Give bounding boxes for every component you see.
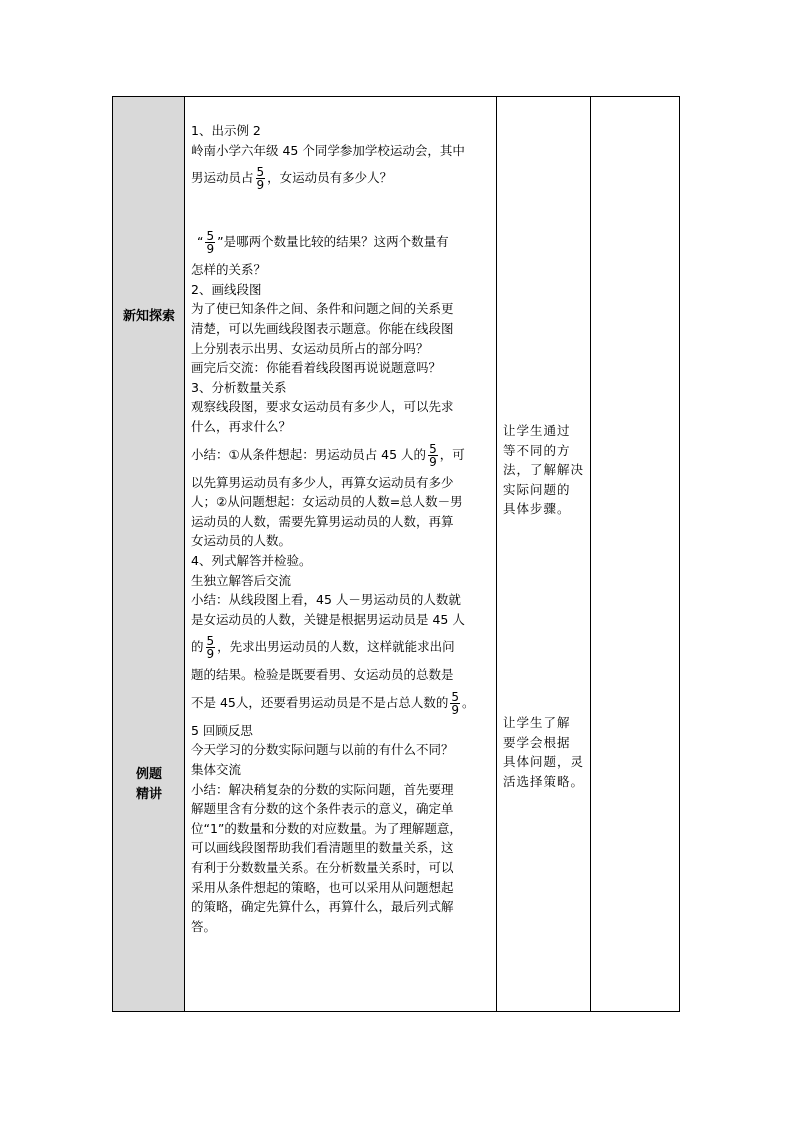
note-line: 要学会根据 <box>503 734 571 750</box>
text-line: 女运动员的人数。 <box>191 533 292 549</box>
text-part: 男运动员占 <box>191 170 254 186</box>
text-part: 小结：①从条件想起：男运动员占 45 人的 <box>191 446 427 462</box>
text-line: 上分别表示出男、女运动员所占的部分吗？ <box>191 340 429 356</box>
text-line: 位“1”的数量和分数的对应数量。为了理解题意， <box>191 820 462 836</box>
content-column <box>185 97 497 1011</box>
text-line: 岭南小学六年级 45 个同学参加学校运动会，其中 <box>191 142 465 158</box>
note-line: 活选择策略。 <box>503 773 585 789</box>
note-line: 实际问题的 <box>503 481 571 497</box>
label-example <box>113 765 185 805</box>
text-part: “ <box>197 234 204 250</box>
label-example-line1: 例题 <box>135 767 162 782</box>
text-line: 1、出示例 2 <box>191 123 261 138</box>
text-line-fraction <box>191 685 491 721</box>
text-line: 生独立解答后交流 <box>191 572 292 588</box>
note-line: 法，了解解决 <box>503 462 585 478</box>
text-line: 画完后交流：你能看着线段图再说说题意吗？ <box>191 360 442 376</box>
lesson-content <box>191 121 491 936</box>
fraction-5-9 <box>205 230 215 255</box>
text-line: 解题里含有分数的这个条件表示的意义，确定单 <box>191 801 454 817</box>
note-line: 等不同的方 <box>503 442 571 458</box>
fraction-denominator: 9 <box>206 242 215 257</box>
text-line: 什么，再求什么？ <box>191 418 292 434</box>
notes-column <box>591 97 679 1011</box>
text-line: 小结：解决稍复杂的分数的实际问题，首先要理 <box>191 781 454 797</box>
lesson-table <box>112 96 680 1012</box>
text-line-fraction <box>191 629 491 665</box>
text-line: 以先算男运动员有多少人，再算女运动员有多少 <box>191 474 454 490</box>
design-intent-column <box>497 97 591 1011</box>
text-line: 集体交流 <box>191 762 242 778</box>
text-part: 不是 45人，还要看男运动员是不是占总人数的 <box>191 694 449 710</box>
text-part: ，可 <box>439 446 465 462</box>
text-line: 运动员的人数，需要先算男运动员的人数，再算 <box>191 513 454 529</box>
fraction-numerator: 5 <box>451 689 460 704</box>
text-line-fraction <box>191 224 491 260</box>
note-line: 具体问题，灵 <box>503 754 585 770</box>
intent-note-2 <box>503 713 587 791</box>
fraction-numerator: 5 <box>256 165 265 180</box>
fraction-numerator: 5 <box>206 229 215 244</box>
fraction-5-9 <box>256 166 266 191</box>
text-line: 有利于分数数量关系。在分析数量关系时，可以 <box>191 860 454 876</box>
note-line: 让学生了解 <box>503 715 571 730</box>
fraction-5-9 <box>206 635 216 660</box>
text-line: 清楚，可以先画线段图表示题意。你能在线段图 <box>191 320 454 336</box>
text-line: 是女运动员的人数，关键是根据男运动员是 45 人 <box>191 611 465 627</box>
text-part: ，女运动员有多少人？ <box>267 170 393 186</box>
text-line: 5 回顾反思 <box>191 722 253 738</box>
label-explore: 新知探索 <box>122 309 175 324</box>
fraction-numerator: 5 <box>206 634 215 649</box>
fraction-numerator: 5 <box>429 441 437 456</box>
label-example-line2: 精讲 <box>135 787 162 802</box>
text-line: 怎样的关系？ <box>191 262 267 278</box>
text-line: 题的结果。检验是既要看男、女运动员的总数是 <box>191 667 454 683</box>
text-part: ，先求出男运动员的人数，这样就能求出问 <box>217 639 455 655</box>
text-line: 可以画线段图帮助我们看清题里的数量关系，这 <box>191 840 454 856</box>
text-line: 答。 <box>191 918 217 934</box>
fraction-denominator: 9 <box>256 178 265 193</box>
note-line: 具体步骤。 <box>503 501 571 517</box>
text-line-fraction <box>191 437 491 473</box>
fraction-5-9 <box>428 443 438 468</box>
text-part: ”是哪两个数量比较的结果？这两个数量有 <box>217 234 449 250</box>
label-column <box>113 97 185 1011</box>
text-line: 为了使已知条件之间、条件和问题之间的关系更 <box>191 301 454 317</box>
text-line: 观察线段图，要求女运动员有多少人，可以先求 <box>191 399 454 415</box>
text-line: 人；②从问题想起：女运动员的人数=总人数－男 <box>191 494 463 510</box>
text-line-fraction <box>191 160 491 196</box>
note-line: 让学生通过 <box>503 423 571 438</box>
intent-note-1 <box>503 421 587 519</box>
spacer <box>191 196 491 224</box>
fraction-denominator: 9 <box>451 702 460 717</box>
fraction-denominator: 9 <box>429 454 437 469</box>
text-line: 的策略，确定先算什么，再算什么，最后列式解 <box>191 899 454 915</box>
text-line: 今天学习的分数实际问题与以前的有什么不同？ <box>191 742 454 758</box>
text-part: 的 <box>191 639 204 655</box>
text-line: 小结：从线段图上看，45 人－男运动员的人数就 <box>191 592 461 608</box>
text-line: 2、画线段图 <box>191 281 262 297</box>
fraction-5-9 <box>450 691 460 716</box>
text-part: 。 <box>462 694 475 710</box>
text-line: 4、列式解答并检验。 <box>191 552 312 568</box>
text-line: 3、分析数量关系 <box>191 379 287 395</box>
fraction-denominator: 9 <box>206 647 215 662</box>
text-line: 采用从条件想起的策略，也可以采用从问题想起 <box>191 879 454 895</box>
